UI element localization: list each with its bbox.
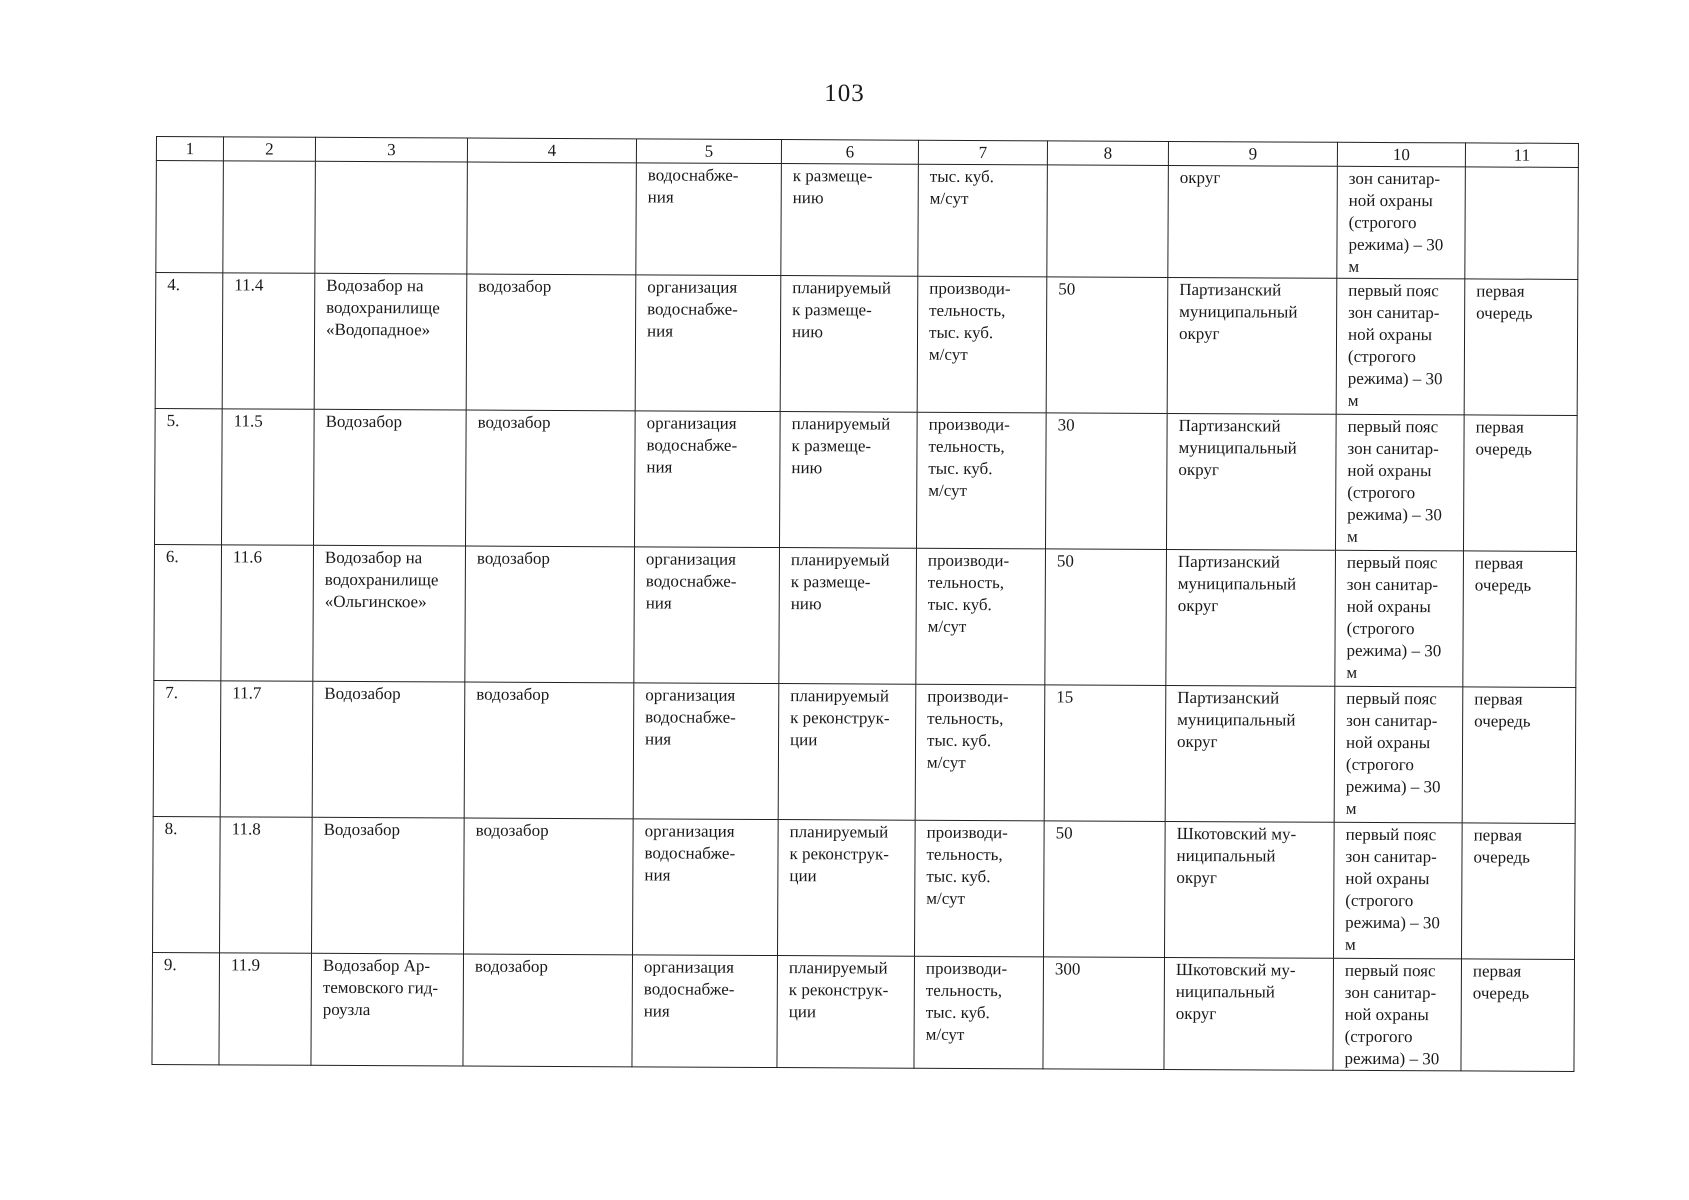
table-cell: водозабор — [463, 954, 633, 1067]
table-cell: первый пояс зон санитар- ной охраны (строгого режима) – 30 м — [1336, 278, 1465, 415]
table-cell: планируемый к реконструк- ции — [778, 820, 916, 957]
table-cell: организация водоснабже- ния — [634, 411, 780, 548]
table-body — [152, 161, 1578, 1072]
page-number: 103 — [824, 80, 865, 107]
table-cell: первая очередь — [1463, 551, 1577, 688]
table-cell: Водозабор — [312, 817, 465, 954]
table-cell: Водозабор Ар- темовского гид- роузла — [311, 953, 464, 1066]
table-cell: 11.9 — [219, 953, 312, 1065]
table-cell: 9. — [152, 952, 220, 1064]
table-cell: 11.8 — [220, 817, 313, 953]
table-cell: планируемый к размеще- нию — [779, 412, 917, 549]
table-cell: первый пояс зон санитар- ной охраны (строгого режима) – 30 м — [1335, 414, 1464, 551]
table-cell: водозабор — [466, 274, 636, 411]
table-row — [152, 952, 1575, 1071]
table-cell: первая очередь — [1462, 687, 1576, 824]
column-header: 4 — [467, 138, 636, 163]
table-row — [154, 544, 1577, 687]
column-header: 8 — [1047, 141, 1168, 166]
table-row — [155, 408, 1578, 551]
table-cell: к размеще- нию — [781, 164, 919, 277]
table-cell — [156, 161, 224, 273]
column-header: 1 — [156, 137, 223, 161]
column-header: 3 — [315, 137, 467, 162]
table-cell: организация водоснабже- ния — [635, 275, 781, 412]
column-header: 9 — [1168, 141, 1337, 166]
table-cell: 15 — [1044, 685, 1166, 822]
column-header: 6 — [781, 140, 918, 165]
table-cell: зон санитар- ной охраны (строгого режима) – 30 м — [1337, 166, 1466, 279]
table-cell: первая очередь — [1463, 415, 1577, 552]
table-cell: организация водоснабже- ния — [632, 955, 778, 1068]
table-cell: Партизанский муниципальный округ — [1165, 685, 1335, 822]
table-cell: организация водоснабже- ния — [633, 683, 779, 820]
table-cell: Водозабор на водохранилище «Водопадное» — [314, 273, 467, 410]
table-cell: первый пояс зон санитар- ной охраны (строгого режима) – 30 м — [1335, 550, 1464, 687]
table-cell: 30 — [1045, 413, 1167, 550]
table-cell: Водозабор — [312, 681, 465, 818]
table-cell: 50 — [1043, 821, 1165, 958]
table-cell: 11.4 — [222, 273, 315, 409]
table-cell: 50 — [1046, 277, 1168, 414]
table-row — [156, 161, 1579, 280]
table-cell: Водозабор на водохранилище «Ольгинское» — [313, 545, 466, 682]
table-cell: 11.5 — [222, 409, 315, 545]
table-cell: 7. — [153, 680, 221, 816]
table-cell: 50 — [1045, 549, 1167, 686]
column-header: 2 — [223, 137, 315, 161]
table-cell: первая очередь — [1464, 279, 1578, 416]
table-cell: первый пояс зон санитар- ной охраны (строгого режима) – 30 — [1333, 958, 1462, 1071]
column-header: 10 — [1337, 142, 1465, 167]
table-cell: производи- тельность, тыс. куб. м/сут — [915, 684, 1045, 821]
table-cell: планируемый к реконструк- ции — [778, 684, 916, 821]
table-cell: 300 — [1043, 957, 1165, 1070]
table-cell — [1047, 165, 1169, 278]
table-cell: производи- тельность, тыс. куб. м/сут — [915, 820, 1045, 957]
table-cell: планируемый к реконструк- ции — [777, 956, 915, 1069]
table-cell — [315, 161, 468, 274]
table-row — [155, 273, 1578, 416]
table-cell — [223, 161, 316, 273]
table-cell: водозабор — [465, 410, 635, 547]
table-cell: Водозабор — [314, 409, 467, 546]
table-cell: организация водоснабже- ния — [633, 819, 779, 956]
table-cell: Партизанский муниципальный округ — [1166, 413, 1336, 550]
table-cell: Партизанский муниципальный округ — [1167, 277, 1337, 414]
table-cell: водозабор — [464, 682, 634, 819]
table-cell: округ — [1168, 165, 1338, 278]
column-header: 11 — [1465, 143, 1578, 168]
table-cell: 11.7 — [220, 681, 313, 817]
table-cell: 5. — [155, 408, 223, 544]
table-cell: водозабор — [465, 546, 635, 683]
table-cell: 4. — [155, 273, 223, 409]
table-cell: 11.6 — [221, 545, 314, 681]
column-header: 7 — [918, 140, 1047, 165]
table-cell: Шкотовский му- ниципальный округ — [1164, 821, 1334, 958]
table-cell: 6. — [154, 544, 222, 680]
table-row — [153, 680, 1576, 823]
table-cell — [1465, 167, 1579, 280]
data-table — [151, 136, 1579, 1072]
table-cell: водоснабже- ния — [636, 163, 782, 276]
table-cell: организация водоснабже- ния — [634, 547, 780, 684]
table-cell: первый пояс зон санитар- ной охраны (строгого режима) – 30 м — [1333, 822, 1462, 959]
table-cell: планируемый к размеще- нию — [779, 548, 917, 685]
table-cell: первый пояс зон санитар- ной охраны (строгого режима) – 30 м — [1334, 686, 1463, 823]
table-cell: водозабор — [464, 818, 634, 955]
table-cell: производи- тельность, тыс. куб. м/сут — [916, 412, 1046, 549]
table-cell: первая очередь — [1461, 823, 1575, 960]
table-cell: Шкотовский му- ниципальный округ — [1164, 957, 1334, 1070]
table-cell: производи- тельность, тыс. куб. м/сут — [914, 956, 1044, 1069]
table-cell: Партизанский муниципальный округ — [1166, 549, 1336, 686]
table-cell: первая очередь — [1461, 959, 1575, 1072]
table-cell — [467, 162, 637, 275]
table-cell: производи- тельность, тыс. куб. м/сут — [917, 276, 1047, 413]
table-row — [153, 816, 1576, 959]
table-cell: тыс. куб. м/сут — [918, 164, 1048, 277]
column-header: 5 — [636, 139, 781, 164]
table-cell: 8. — [153, 816, 221, 952]
table-cell: планируемый к размеще- нию — [780, 276, 918, 413]
table-cell: производи- тельность, тыс. куб. м/сут — [916, 548, 1046, 685]
